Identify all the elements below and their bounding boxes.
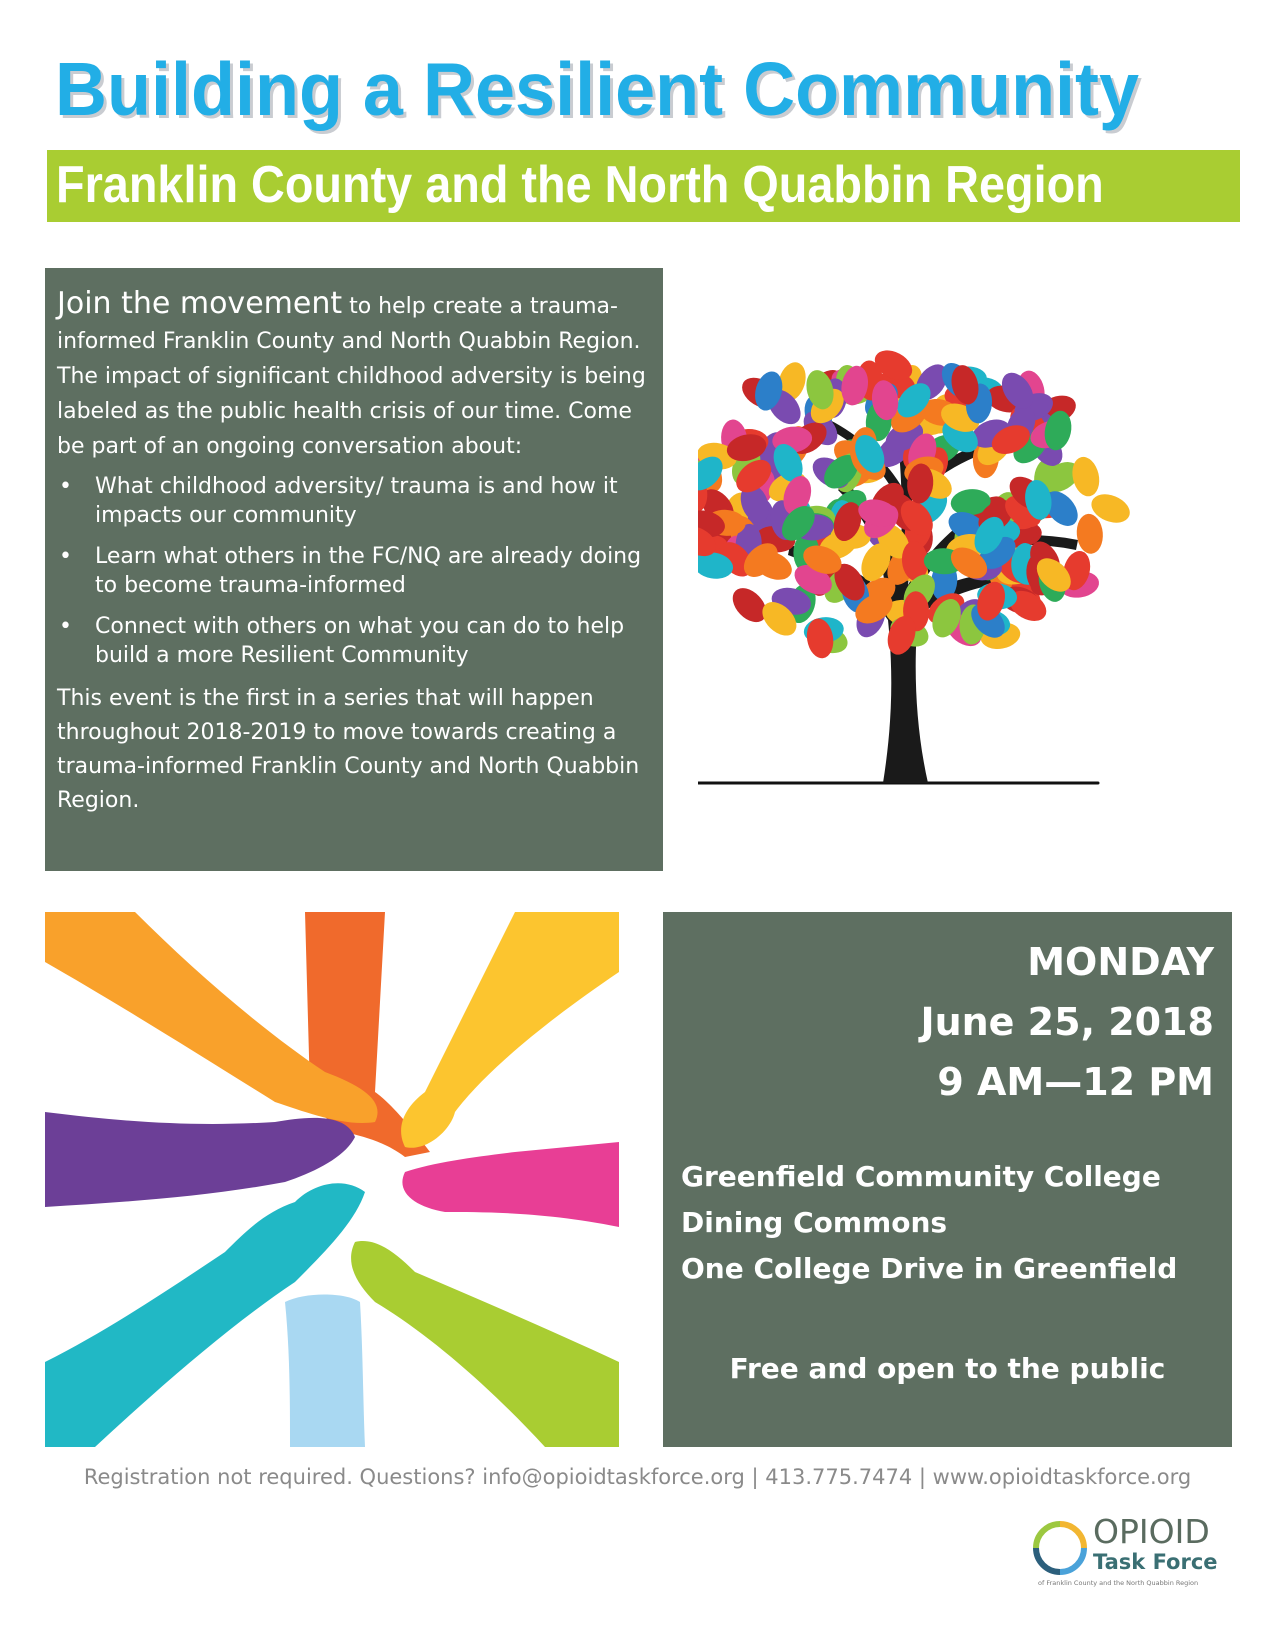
intro-text: to help create a trauma-informed Franklin County and North Quabbin Region. The impact of significant childhood adversity is being labeled as the public health crisis of our time. Come be part of an ongoing conversation about: bbox=[57, 294, 646, 459]
event-day: MONDAY bbox=[1027, 940, 1214, 984]
event-cost: Free and open to the public bbox=[729, 1352, 1166, 1385]
event-date: June 25, 2018 bbox=[920, 1000, 1214, 1044]
intro-panel bbox=[45, 268, 663, 871]
leaf-cluster bbox=[698, 344, 1134, 660]
topic-item: • Learn what others in the FC/NQ are already doing to become trauma-informed bbox=[57, 542, 653, 600]
flyer-title: Building a Resilient Community bbox=[55, 47, 1140, 132]
logo-text-task-force: Task Force bbox=[1093, 1550, 1218, 1574]
event-details-panel bbox=[663, 912, 1232, 1447]
flyer-subtitle: Franklin County and the North Quabbin Region bbox=[56, 156, 1104, 214]
leaf-shape bbox=[1069, 454, 1103, 499]
opioid-task-force-logo bbox=[1030, 1512, 1230, 1592]
logo-tagline: of Franklin County and the North Quabbin Region bbox=[1038, 1579, 1199, 1587]
event-location bbox=[681, 1154, 1177, 1292]
closing-paragraph: This event is the first in a series that will happen throughout 2018-2019 to move towards creating a trauma-informed Franklin County and North Quabbin Region. bbox=[57, 686, 640, 813]
logo-text-opioid: OPIOID bbox=[1093, 1512, 1210, 1551]
leaf-shape bbox=[1075, 513, 1104, 555]
location-line: Dining Commons bbox=[681, 1206, 948, 1239]
intro-paragraph bbox=[57, 286, 653, 464]
location-line: Greenfield Community College bbox=[681, 1160, 1161, 1193]
hands-illustration bbox=[45, 912, 619, 1447]
location-line: One College Drive in Greenfield bbox=[681, 1252, 1178, 1285]
topic-list bbox=[57, 472, 653, 670]
logo-ring-icon bbox=[1030, 1518, 1090, 1578]
topic-item: • What childhood adversity/ trauma is and how it impacts our community bbox=[57, 472, 653, 530]
event-time: 9 AM—12 PM bbox=[937, 1060, 1214, 1104]
footer-contact: Registration not required. Questions? info@opioidtaskforce.org | 413.775.7474 | www.opioidtaskforce.org bbox=[83, 1465, 1192, 1489]
topic-item: • Connect with others on what you can do to help build a more Resilient Community bbox=[57, 612, 653, 670]
intro-lead: Join the movement bbox=[57, 286, 343, 321]
tree-illustration bbox=[698, 340, 1218, 800]
